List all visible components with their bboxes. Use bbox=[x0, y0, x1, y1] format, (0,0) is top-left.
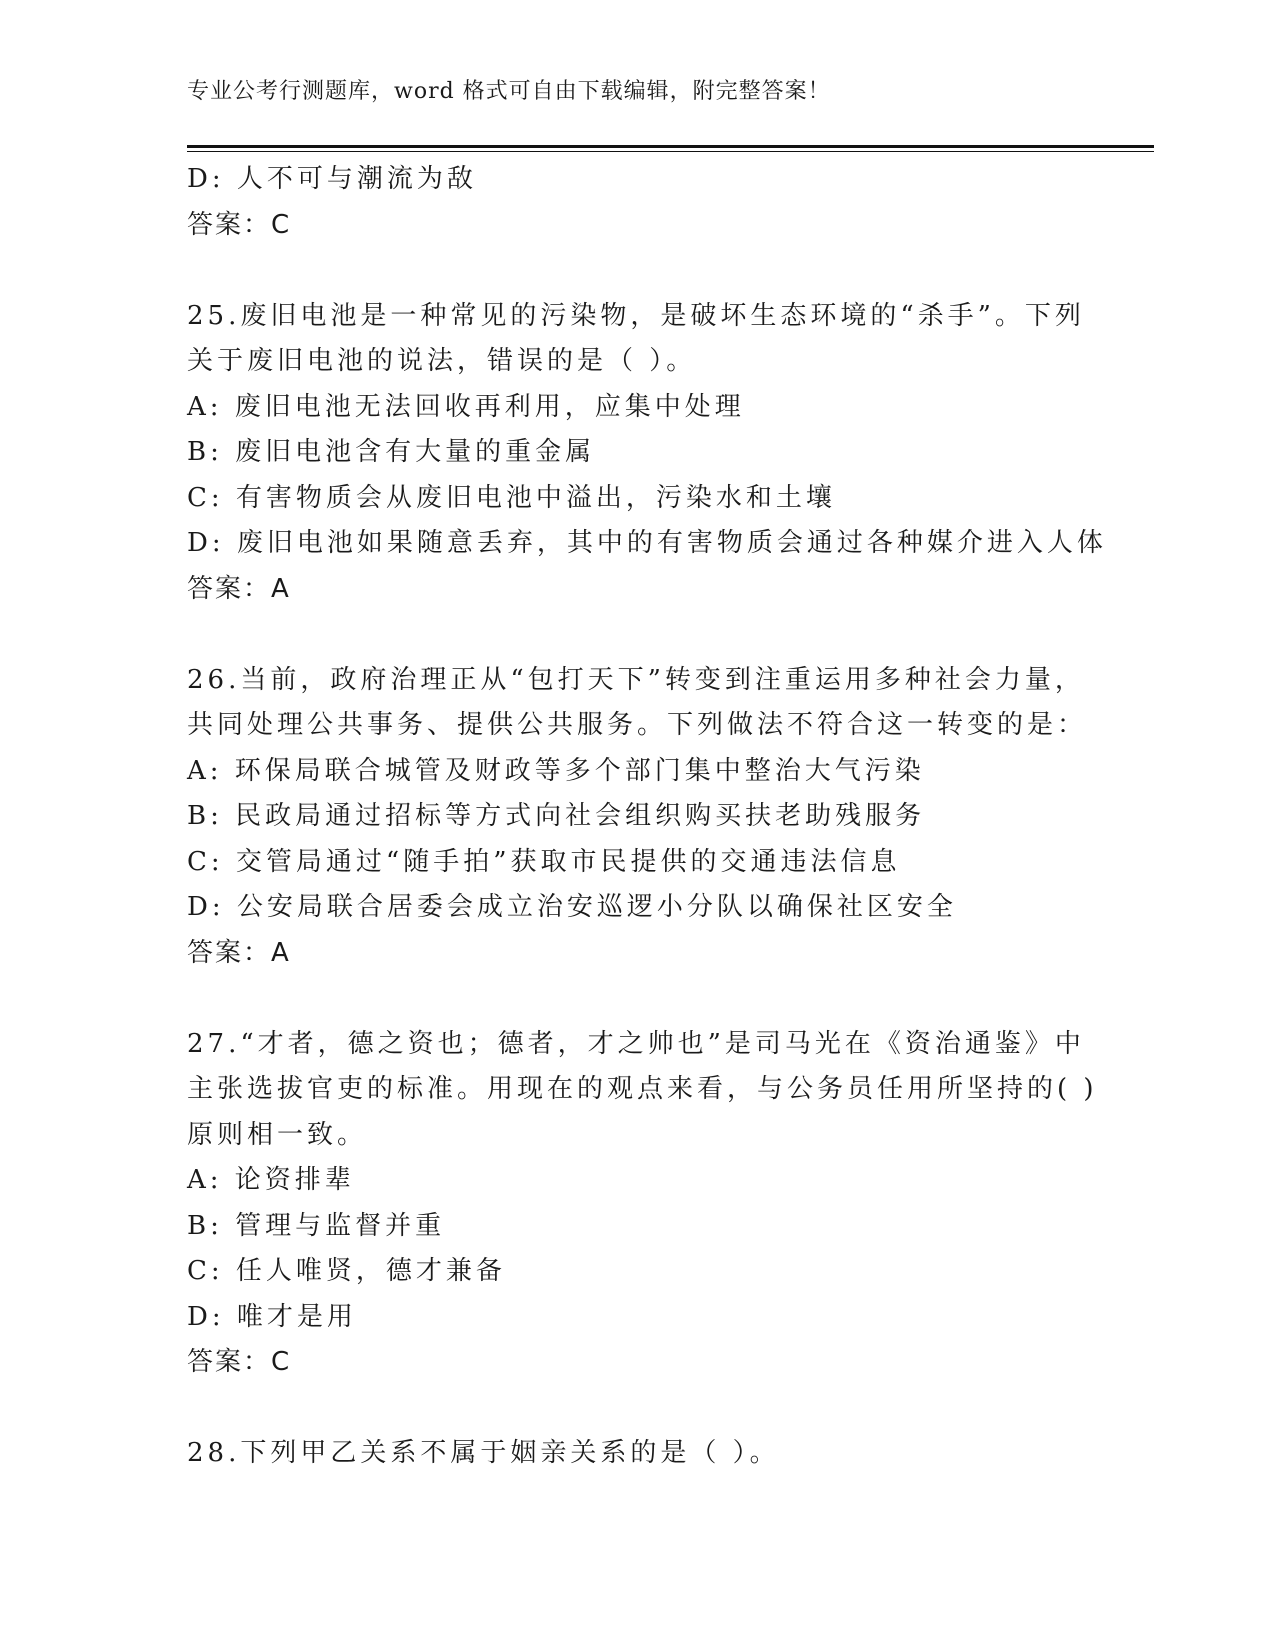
question-stem-line: 关于废旧电池的说法，错误的是（ ）。 bbox=[187, 346, 697, 376]
option-c: C: 有害物质会从废旧电池中溢出，污染水和土壤 bbox=[187, 482, 836, 513]
option-c: C: 任人唯贤，德才兼备 bbox=[187, 1256, 506, 1286]
question-24-tail bbox=[187, 157, 1087, 248]
option-b: B: 废旧电池含有大量的重金属 bbox=[187, 437, 596, 467]
header-rule-thin bbox=[187, 151, 1154, 152]
option-a: A: 废旧电池无法回收再利用，应集中处理 bbox=[187, 391, 745, 422]
question-stem-line: 26.当前，政府治理正从“包打天下”转变到注重运用多种社会力量， bbox=[187, 664, 1085, 695]
option-d: D: 公安局联合居委会成立治安巡逻小分队以确保社区安全 bbox=[187, 892, 957, 922]
option-d: D: 唯才是用 bbox=[187, 1301, 357, 1332]
option-c: C: 交管局通过“随手拍”获取市民提供的交通违法信息 bbox=[187, 846, 901, 877]
answer-label: 答案：A bbox=[187, 937, 291, 968]
option-a: A: 论资排辈 bbox=[187, 1165, 355, 1195]
question-26 bbox=[187, 658, 1087, 977]
answer-label: 答案：C bbox=[187, 1347, 292, 1377]
question-28 bbox=[187, 1431, 1087, 1477]
option-d: D: 废旧电池如果随意丢弃，其中的有害物质会通过各种媒介进入人体 bbox=[187, 528, 1107, 558]
question-stem-line: 主张选拔官吏的标准。用现在的观点来看，与公务员任用所坚持的( ) bbox=[187, 1074, 1098, 1104]
question-stem-line: 25.废旧电池是一种常见的污染物，是破坏生态环境的“杀手”。下列 bbox=[187, 300, 1085, 331]
page-header: 专业公考行测题库，word 格式可自由下载编辑，附完整答案！ bbox=[187, 79, 831, 104]
question-stem-line: 27.“才者，德之资也；德者，才之帅也”是司马光在《资治通鉴》中 bbox=[187, 1028, 1085, 1059]
question-stem-line: 共同处理公共事务、提供公共服务。下列做法不符合这一转变的是： bbox=[187, 710, 1088, 740]
question-stem-line: 28.下列甲乙关系不属于姻亲关系的是（ ）。 bbox=[187, 1438, 780, 1468]
option-b: B: 民政局通过招标等方式向社会组织购买扶老助残服务 bbox=[187, 801, 926, 831]
option-a: A: 环保局联合城管及财政等多个部门集中整治大气污染 bbox=[187, 755, 925, 786]
answer-label: 答案：C bbox=[187, 209, 292, 240]
option-b: B: 管理与监督并重 bbox=[187, 1210, 446, 1241]
question-list bbox=[187, 157, 1107, 1477]
header-rule-thick bbox=[187, 145, 1154, 148]
answer-label: 答案：A bbox=[187, 573, 291, 604]
question-27 bbox=[187, 1022, 1098, 1386]
question-stem-line: 原则相一致。 bbox=[187, 1119, 368, 1150]
question-25 bbox=[187, 294, 1107, 613]
option-d: D: 人不可与潮流为敌 bbox=[187, 164, 477, 194]
